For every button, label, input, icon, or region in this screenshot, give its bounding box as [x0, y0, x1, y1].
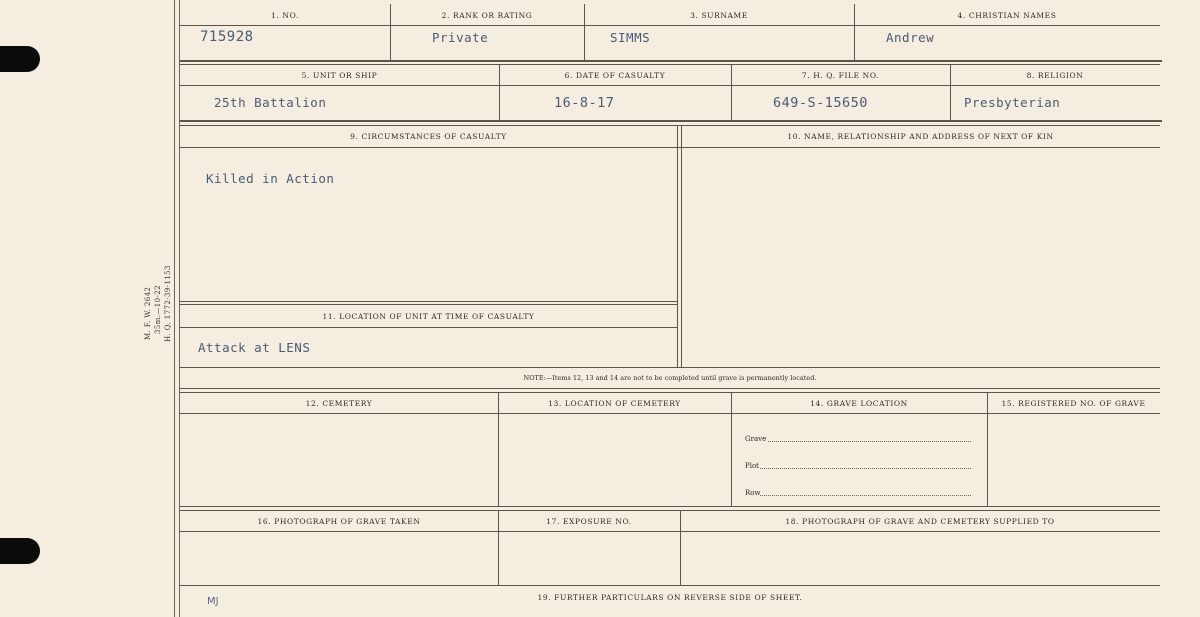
value-religion: Presbyterian: [964, 95, 1061, 110]
row2-rule: [180, 85, 1160, 86]
value-circumstances: Killed in Action: [206, 171, 335, 186]
plot-field-line: [760, 468, 971, 469]
row3-bottom: [180, 367, 1160, 368]
row3-top: [180, 125, 1160, 126]
row5-rule: [180, 531, 1160, 532]
row4-rule: [180, 413, 1160, 414]
row5-bottom: [180, 585, 1160, 586]
row1-bottom: [180, 60, 1162, 62]
value-rank: Private: [432, 30, 489, 45]
label-number: 1. NO.: [271, 11, 299, 20]
divider: [731, 392, 732, 506]
value-surname: SIMMS: [610, 30, 651, 45]
margin-rule-outer: [174, 0, 175, 617]
grave-field-label: Grave: [745, 435, 767, 443]
value-christian-names: Andrew: [886, 30, 935, 45]
label-photograph-taken: 16. PHOTOGRAPH OF GRAVE TAKEN: [257, 517, 421, 526]
label-unit: 5. UNIT OR SHIP: [301, 71, 378, 80]
label-cemetery: 12. CEMETERY: [305, 399, 373, 408]
divider: [498, 392, 499, 506]
row4-top: [180, 388, 1160, 389]
row3-rule: [180, 147, 1160, 148]
row2-top: [180, 64, 1160, 65]
label-religion: 8. RELIGION: [1026, 71, 1084, 80]
row3-rule: [180, 327, 677, 328]
plot-field-label: Plot: [745, 462, 759, 470]
divider: [987, 392, 988, 506]
row2-bottom: [180, 120, 1162, 122]
label-further-particulars: 19. FURTHER PARTICULARS ON REVERSE SIDE OF SHEET.: [537, 593, 803, 602]
grave-field-line: [768, 441, 971, 442]
row3-split: [180, 304, 677, 305]
value-unit: 25th Battalion: [214, 95, 327, 110]
row4-bottom: [180, 506, 1160, 507]
margin-code-1: M. F. W. 2642: [144, 286, 152, 340]
clerk-initials: MJ: [207, 596, 219, 607]
label-date: 6. DATE OF CASUALTY: [564, 71, 666, 80]
label-registered-no: 15. REGISTERED NO. OF GRAVE: [1001, 399, 1146, 408]
label-location: 11. LOCATION OF UNIT AT TIME OF CASUALTY: [322, 312, 535, 321]
value-number: 715928: [200, 29, 254, 45]
value-file-no: 649-S-15650: [773, 95, 868, 111]
row1-rule: [180, 25, 1160, 26]
value-location: Attack at LENS: [198, 340, 311, 355]
margin-code-2: 35m.—10-22: [154, 285, 162, 334]
label-grave-location: 14. GRAVE LOCATION: [810, 399, 908, 408]
label-christian-names: 4. CHRISTIAN NAMES: [957, 11, 1057, 20]
row-field-label: Row: [745, 489, 761, 497]
punch-hole-bottom: [0, 538, 40, 564]
label-surname: 3. SURNAME: [690, 11, 748, 20]
label-file-no: 7. H. Q. FILE NO.: [801, 71, 880, 80]
row5-top: [180, 510, 1160, 511]
punch-hole-top: [0, 46, 40, 72]
label-exposure-no: 17. EXPOSURE NO.: [546, 517, 632, 526]
label-next-of-kin: 10. NAME, RELATIONSHIP AND ADDRESS OF NEXT OF KIN: [787, 132, 1054, 141]
label-photograph-supplied: 18. PHOTOGRAPH OF GRAVE AND CEMETERY SUPPLIED TO: [785, 517, 1055, 526]
label-circumstances: 9. CIRCUMSTANCES OF CASUALTY: [350, 132, 507, 141]
row4-top2: [180, 392, 1160, 393]
divider: [677, 125, 678, 367]
label-rank: 2. RANK OR RATING: [441, 11, 533, 20]
row3-split: [180, 301, 677, 302]
label-location-of-cemetery: 13. LOCATION OF CEMETERY: [548, 399, 681, 408]
note-text: NOTE:—Items 12, 13 and 14 are not to be completed until grave is permanently located.: [523, 374, 817, 382]
margin-code-3: H. Q. 1772-39-1153: [164, 265, 172, 342]
value-date: 16-8-17: [554, 95, 615, 111]
divider: [681, 125, 682, 367]
row-field-line: [760, 495, 971, 496]
